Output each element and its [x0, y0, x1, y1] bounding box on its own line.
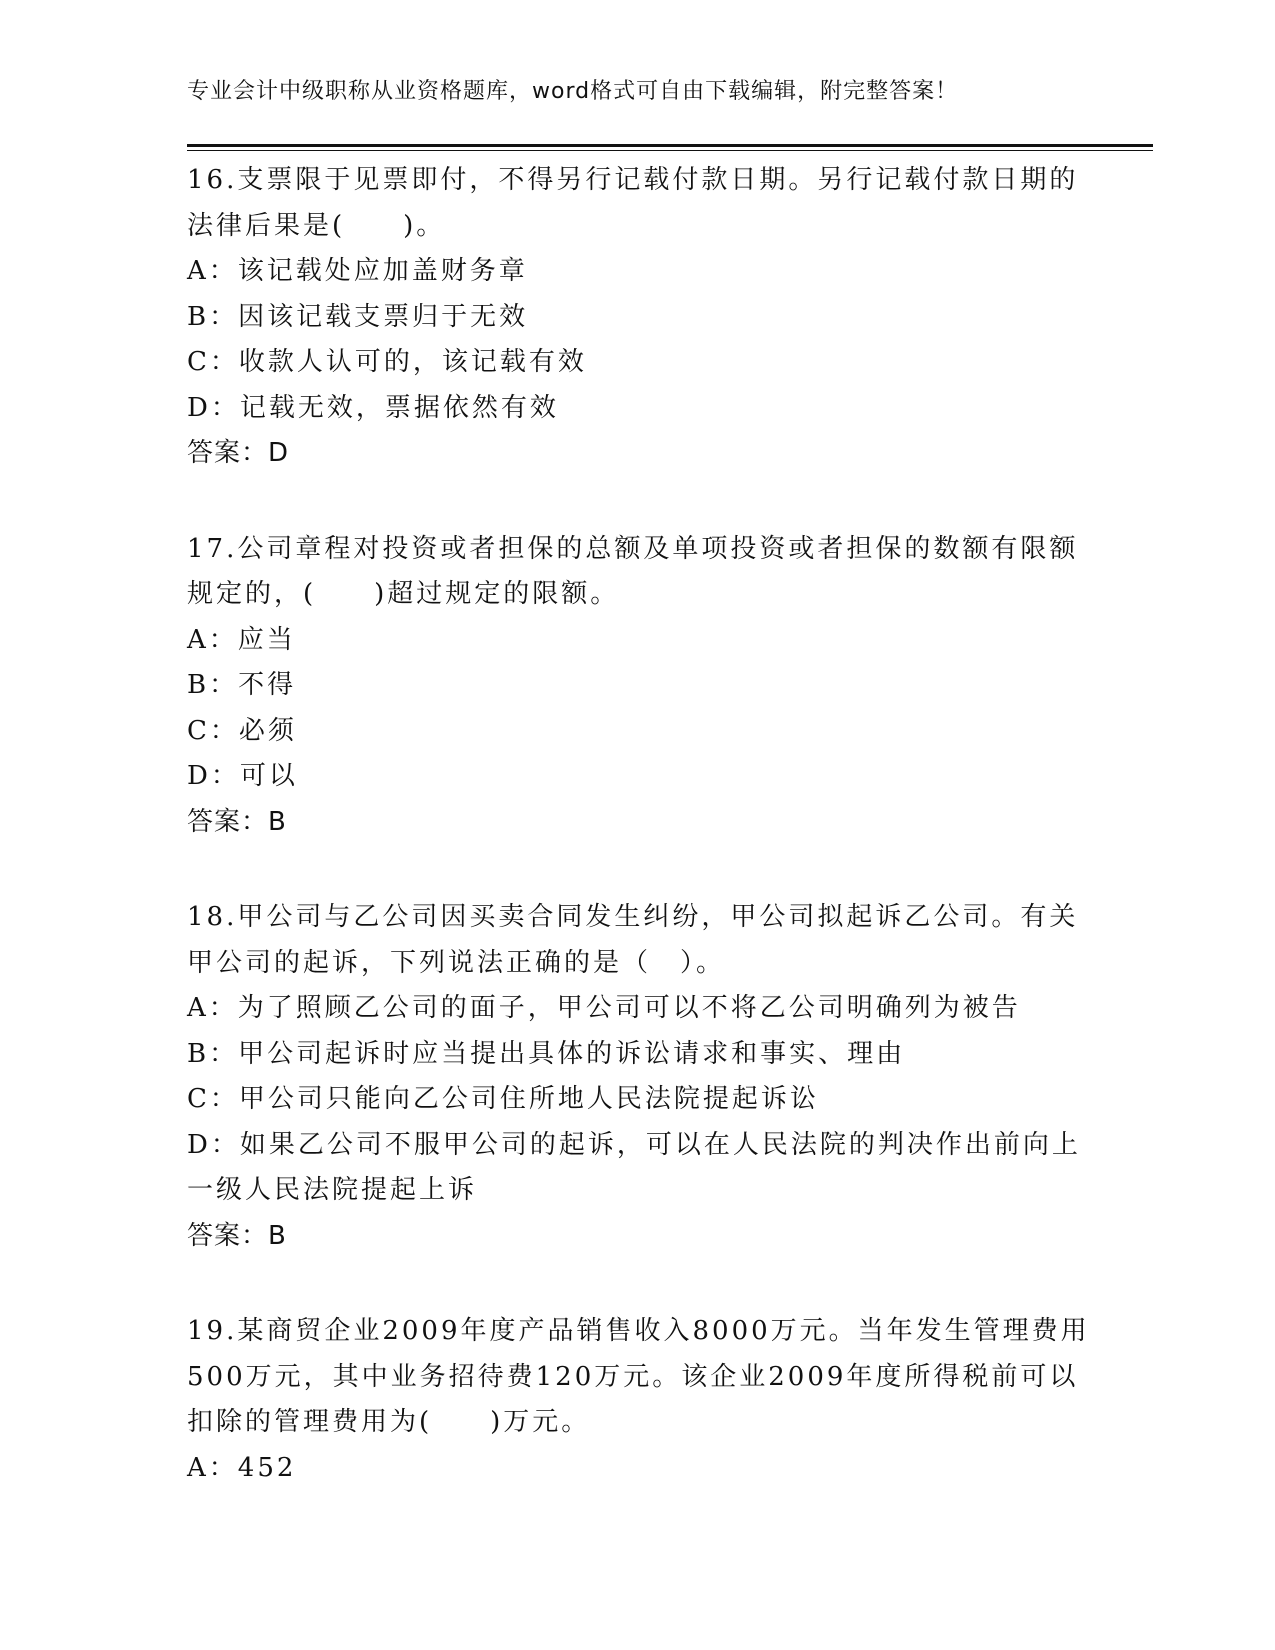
header-divider-thin	[187, 150, 1153, 151]
answer-label: 答案：B	[187, 1220, 287, 1251]
answer-label: 答案：B	[187, 806, 287, 837]
option-c: C：收款人认可的，该记载有效	[187, 347, 587, 377]
page-header: 专业会计中级职称从业资格题库，word格式可自由下载编辑，附完整答案！	[187, 79, 959, 104]
option-a: A：应当	[187, 624, 296, 655]
option-d: D：记载无效，票据依然有效	[187, 392, 559, 423]
question-stem-line: 规定的，( )超过规定的限额。	[187, 579, 620, 609]
question-list	[187, 158, 1090, 1541]
question-stem-line: 18.甲公司与乙公司因买卖合同发生纠纷，甲公司拟起诉乙公司。有关	[187, 902, 1079, 932]
question-stem-line: 19.某商贸企业2009年度产品销售收入8000万元。当年发生管理费用	[187, 1316, 1090, 1346]
option-b: B：甲公司起诉时应当提出具体的诉讼请求和事实、理由	[187, 1038, 906, 1069]
option-b: B：因该记载支票归于无效	[187, 301, 529, 332]
question-stem-line: 法律后果是( )。	[187, 210, 446, 241]
option-a: A：为了照顾乙公司的面子，甲公司可以不将乙公司明确列为被告	[187, 993, 1021, 1023]
question-18	[187, 895, 1087, 1259]
question-16	[187, 158, 1087, 477]
option-d: D：可以	[187, 761, 298, 791]
answer-label: 答案：D	[187, 438, 290, 468]
option-c: C：必须	[187, 715, 297, 746]
question-stem-line: 17.公司章程对投资或者担保的总额及单项投资或者担保的数额有限额	[187, 533, 1079, 564]
option-a: A：该记载处应加盖财务章	[187, 256, 528, 286]
question-stem-line: 500万元，其中业务招待费120万元。该企业2009年度所得税前可以	[187, 1361, 1079, 1392]
question-stem-line: 16.支票限于见票即付，不得另行记载付款日期。另行记载付款日期的	[187, 165, 1079, 195]
question-stem-line: 甲公司的起诉，下列说法正确的是（ ）。	[187, 947, 726, 978]
option-d-continuation: 一级人民法院提起上诉	[187, 1175, 478, 1205]
option-b: B：不得	[187, 670, 297, 700]
question-17	[187, 527, 1087, 846]
option-a: A：452	[187, 1452, 297, 1483]
header-divider-thick	[187, 144, 1153, 147]
question-19	[187, 1309, 1090, 1491]
option-c: C：甲公司只能向乙公司住所地人民法院提起诉讼	[187, 1084, 819, 1114]
option-d: D：如果乙公司不服甲公司的起诉，可以在人民法院的判决作出前向上	[187, 1129, 1081, 1160]
question-stem-line: 扣除的管理费用为( )万元。	[187, 1407, 591, 1437]
